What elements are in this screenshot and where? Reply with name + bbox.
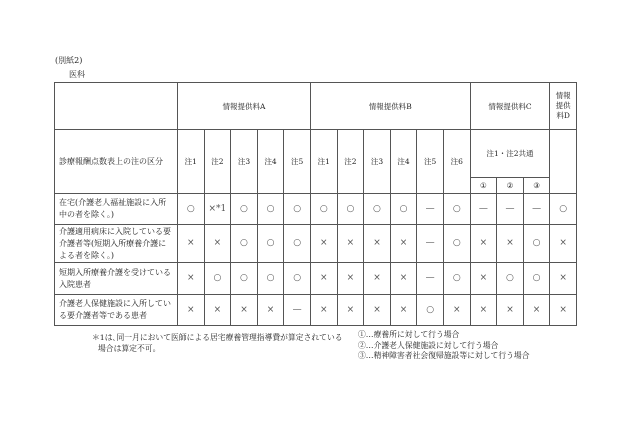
row-label: 在宅(介護老人福祉施設に入所中の者を除く。) bbox=[55, 194, 178, 225]
cell-value: × bbox=[310, 295, 337, 326]
legend-item-2: ②…介護老人保健施設に対して行う場合 bbox=[358, 340, 499, 350]
row-label: 短期入所療養介護を受けている入院患者 bbox=[55, 263, 178, 295]
group-c-header: 情報提供料C bbox=[470, 83, 550, 130]
cell-value: ○ bbox=[443, 263, 470, 295]
a-note-1: 注1 bbox=[178, 130, 205, 194]
c-common-header: 注1・注2共通 bbox=[470, 130, 550, 178]
cell-value: ○ bbox=[257, 263, 284, 295]
cell-value: × bbox=[550, 295, 577, 326]
group-d-header bbox=[550, 83, 577, 130]
row-label: 介護適用病床に入院している要介護者等(短期入所療養介護による者を除く。) bbox=[55, 225, 178, 263]
cell-value: × bbox=[178, 225, 205, 263]
cell-value: × bbox=[231, 295, 258, 326]
cell-value: × bbox=[470, 295, 497, 326]
cell-value: × bbox=[390, 295, 417, 326]
cell-value: ○ bbox=[231, 194, 258, 225]
group-a-header: 情報提供料A bbox=[178, 83, 311, 130]
cell-value: × bbox=[257, 295, 284, 326]
b-note-5: 注5 bbox=[417, 130, 444, 194]
footnote: ＊1は､同一月において医師による居宅療養管理指導費が算定されている場合は算定不可。 bbox=[92, 333, 343, 353]
cell-value: × bbox=[337, 295, 364, 326]
a-note-2: 注2 bbox=[204, 130, 231, 194]
cell-value: ○ bbox=[178, 194, 205, 225]
cell-value: ○ bbox=[310, 194, 337, 225]
cell-value: — bbox=[523, 194, 550, 225]
cell-value: ○ bbox=[364, 194, 391, 225]
cell-value: ○ bbox=[497, 263, 524, 295]
b-note-3: 注3 bbox=[364, 130, 391, 194]
cell-value: × bbox=[204, 225, 231, 263]
table-row bbox=[55, 295, 577, 326]
cell-value: × bbox=[178, 295, 205, 326]
cell-value: × bbox=[470, 225, 497, 263]
cell-value: — bbox=[470, 194, 497, 225]
info-fee-table bbox=[54, 82, 577, 326]
legend-item-1: ①…療養所に対して行う場合 bbox=[358, 330, 460, 339]
cell-value: × bbox=[443, 295, 470, 326]
cell-value: × bbox=[497, 295, 524, 326]
legend bbox=[358, 330, 530, 362]
cell-value: — bbox=[417, 263, 444, 295]
attachment-label: (別紙2) bbox=[55, 56, 83, 65]
cell-value: ○ bbox=[231, 263, 258, 295]
cell-value: × bbox=[337, 263, 364, 295]
cell-value: ○ bbox=[257, 194, 284, 225]
c-sub-1: ① bbox=[470, 178, 497, 194]
b-note-6: 注6 bbox=[443, 130, 470, 194]
cell-value: × bbox=[550, 263, 577, 295]
cell-value: × bbox=[390, 225, 417, 263]
cell-value: ○ bbox=[390, 194, 417, 225]
b-note-4: 注4 bbox=[390, 130, 417, 194]
cell-value: ○ bbox=[204, 263, 231, 295]
cell-value: × bbox=[178, 263, 205, 295]
cell-value: ○ bbox=[523, 263, 550, 295]
table-row bbox=[55, 263, 577, 295]
a-note-4: 注4 bbox=[257, 130, 284, 194]
cell-value: ○ bbox=[284, 263, 311, 295]
a-note-5: 注5 bbox=[284, 130, 311, 194]
cell-value: × bbox=[390, 263, 417, 295]
cell-value: ○ bbox=[443, 194, 470, 225]
a-note-3: 注3 bbox=[231, 130, 258, 194]
cell-value: — bbox=[417, 194, 444, 225]
cell-value: ○ bbox=[443, 225, 470, 263]
cell-value: × bbox=[364, 263, 391, 295]
d-note-empty bbox=[550, 130, 577, 194]
cell-value: × bbox=[310, 263, 337, 295]
row-header-label: 診療報酬点数表上の注の区分 bbox=[55, 130, 178, 194]
b-note-1: 注1 bbox=[310, 130, 337, 194]
cell-value: ○ bbox=[523, 225, 550, 263]
b-note-2: 注2 bbox=[337, 130, 364, 194]
cell-value: × bbox=[550, 225, 577, 263]
table-row bbox=[55, 225, 577, 263]
cell-value: × bbox=[470, 263, 497, 295]
table-row bbox=[55, 194, 577, 225]
cell-value: × bbox=[310, 225, 337, 263]
group-header-row bbox=[55, 83, 577, 130]
cell-value: × bbox=[497, 225, 524, 263]
cell-value: — bbox=[284, 295, 311, 326]
cell-value: ○ bbox=[417, 295, 444, 326]
note-header-row bbox=[55, 130, 577, 178]
c-sub-2: ② bbox=[497, 178, 524, 194]
cell-value: × bbox=[364, 295, 391, 326]
legend-item-3: ③…精神障害者社会復帰施設等に対して行う場合 bbox=[358, 351, 530, 360]
cell-value: — bbox=[497, 194, 524, 225]
empty-corner bbox=[55, 83, 178, 130]
cell-value: × bbox=[337, 225, 364, 263]
cell-value: × bbox=[523, 295, 550, 326]
cell-value: ○ bbox=[284, 194, 311, 225]
group-d-text: 情報提供料D bbox=[555, 91, 571, 120]
group-b-header: 情報提供料B bbox=[310, 83, 470, 130]
cell-value: — bbox=[417, 225, 444, 263]
cell-value: ○ bbox=[257, 225, 284, 263]
cell-value: ○ bbox=[550, 194, 577, 225]
cell-value: × bbox=[364, 225, 391, 263]
row-label: 介護老人保健施設に入所している要介護者等である患者 bbox=[55, 295, 178, 326]
cell-value: ○ bbox=[337, 194, 364, 225]
section-label: 医科 bbox=[69, 70, 85, 79]
cell-value: ○ bbox=[231, 225, 258, 263]
cell-value: ○ bbox=[284, 225, 311, 263]
cell-value: × bbox=[204, 295, 231, 326]
c-sub-3: ③ bbox=[523, 178, 550, 194]
cell-value: ×*1 bbox=[204, 194, 231, 225]
